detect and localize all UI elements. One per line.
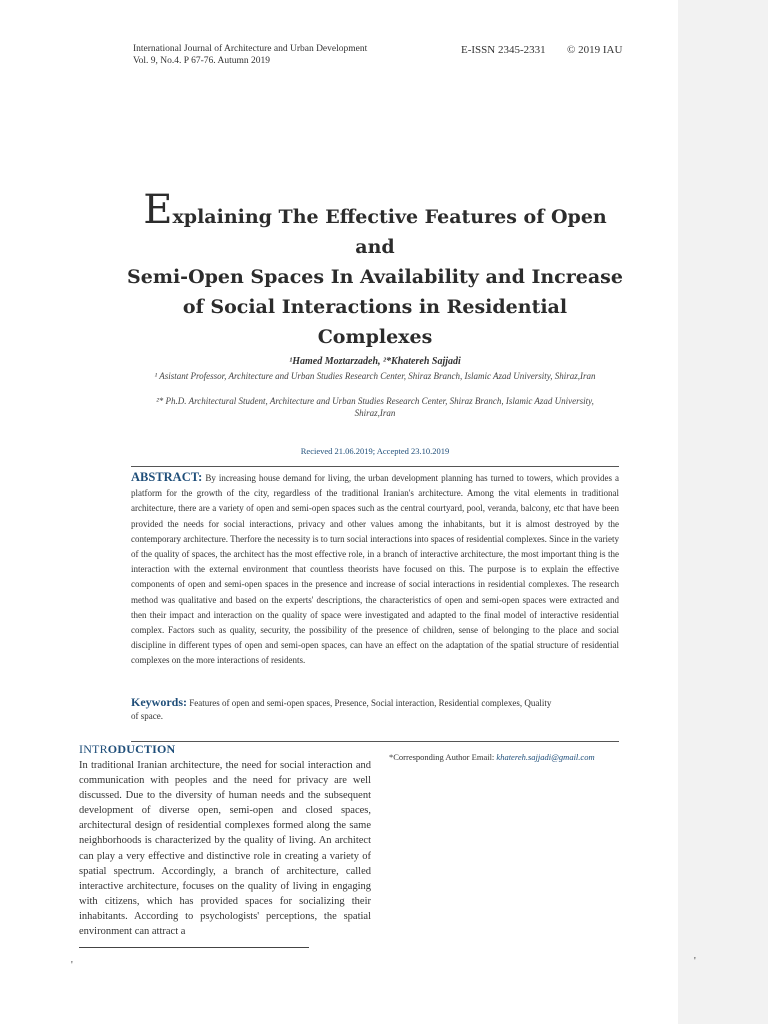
keywords-text: Features of open and semi-open spaces, Presence, Social interaction, Residential complexes, Quality: [187, 698, 552, 708]
abstract-label: ABSTRACT:: [131, 470, 203, 484]
abstract: [131, 470, 619, 669]
issn: E-ISSN 2345-2331: [461, 44, 546, 56]
abstract-text: By increasing house demand for living, the urban development planning has turned to towers, which provides a platform for the growth of the city, regardless of the traditional Iranian's architecture. Among the vital elements in traditional architecture, there are a variety of open and semi-open spaces such as the central courtyard, pool, veranda, balcony, etc that have been provided the needs for social interactions, privacy and other values among the inhabitants, but it is almost destroyed by the contemporary architecture. Therfore the necessity is to turn social interactions into spaces of residential complexes. Since in the variety of the quality of spaces, the architect has the most effective role, in a branch of interactive architecture, the most important thing is the interaction with the external environment that countless theorists have focused on this. The purpose is to explain the effective components of open and semi-open spaces in the presence and increase of social interactions in residential complexes. The research method was qualitative and based on the experts' descriptions, the characteristics of open and semi-open spaces were extracted and then their impact and interaction on the quality of space were investigated and adapted to the final model of interactive residential complex. Factors such as quality, security, the possibility of the presence of children, sense of belonging to the place and social discipline in different types of open and semi-open spaces, can have an effect on the adaptation of the spatial structure of residential complexes on the more interactions of residents.: [131, 473, 619, 666]
paper-title: [125, 187, 625, 352]
journal-volume: Vol. 9, No.4. P 67-76. Autumn 2019: [133, 56, 270, 66]
title-drop-cap: E: [143, 187, 173, 233]
abstract-bottom-rule: [131, 741, 619, 742]
introduction-heading-b: ODUCTION: [107, 742, 176, 756]
corresponding-email-link[interactable]: khatereh.sajjadi@gmail.com: [496, 752, 595, 762]
introduction-heading-a: INTR: [79, 742, 108, 756]
keywords-text-continued: of space.: [131, 711, 163, 721]
page-margin-strip: [678, 0, 768, 1024]
affiliation-1: ¹ Asistant Professor, Architecture and Urban Studies Research Center, Shiraz Branch, Islamic Azad University, Shiraz,Iran: [154, 371, 596, 381]
journal-name: International Journal of Architecture and Urban Development: [133, 44, 368, 54]
copyright: © 2019 IAU: [567, 44, 623, 56]
keywords-label: Keywords:: [131, 695, 187, 709]
corresponding-label: *Corresponding Author Email:: [389, 752, 497, 762]
corresponding-author: [389, 752, 595, 762]
abstract-top-rule: [131, 466, 619, 467]
title-line-2: Semi-Open Spaces In Availability and Increase: [127, 266, 623, 288]
authors: ¹Hamed Moztarzadeh, ²*Khatereh Sajjadi: [289, 356, 461, 367]
title-line-3: of Social Interactions in Residential: [182, 296, 568, 318]
title-line-4: Complexes: [317, 326, 433, 348]
received-accepted-dates: Recieved 21.06.2019; Accepted 23.10.2019: [300, 446, 450, 456]
introduction-text: In traditional Iranian architecture, the need for social interaction and communication with peoples and the need for privacy are well discussed. Due to the diversity of human needs and the subsequent development of diverse open, semi-open and closed spaces, architectural design of residential complexes formed along the same neighborhoods is characterized by the quality of living. An architect can play a very effective and distinctive role in creating a variety of spatial spectrum. Accordingly, a branch of architecture, called interactive architecture, focuses on the quality of living in engaging with citizens, which has provided spaces for socializing their inhabitants. According to psychologists' perceptions, the spatial environment can attract a: [79, 760, 371, 938]
page-mark-left: ': [71, 960, 73, 971]
title-line-1-text: xplaining The Effective Features of Open and: [172, 206, 607, 258]
title-line-1: [125, 187, 625, 262]
affiliation-2: ²* Ph.D. Architectural Student, Architecture and Urban Studies Research Center, Shiraz Branch, Islamic Azad University, Shiraz,Iran: [156, 396, 594, 418]
cut-off-line: [79, 947, 309, 948]
keywords: [131, 696, 619, 723]
introduction-heading: [79, 742, 175, 757]
page-mark-right: ': [694, 956, 696, 967]
journal-header: [133, 43, 367, 67]
